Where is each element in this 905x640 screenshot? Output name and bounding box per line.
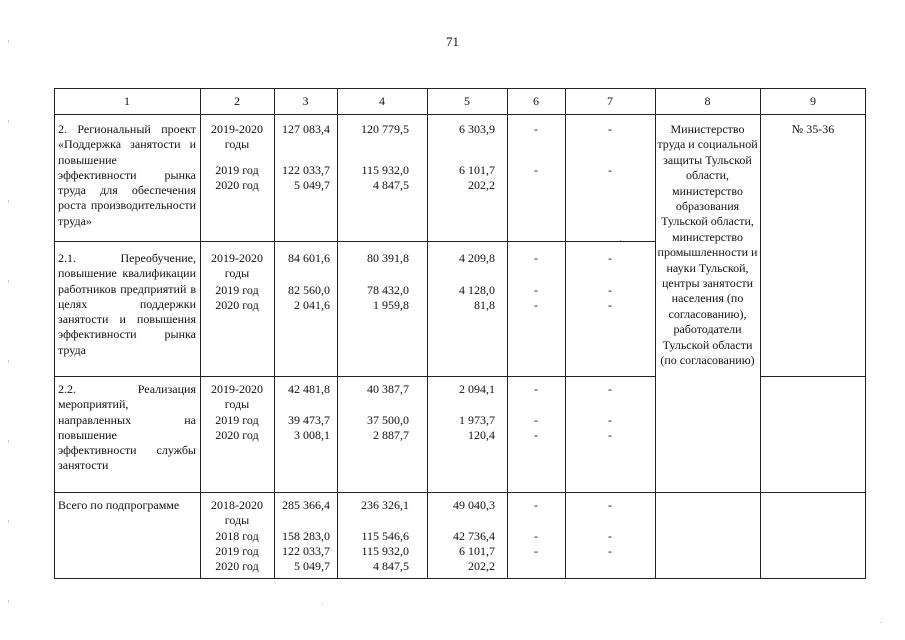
row1-c6-2019: - (534, 163, 538, 177)
row1-c4-2019: 115 932,0 (361, 163, 409, 177)
row1-year-2019: 2019 год (215, 163, 259, 177)
row4-c4-2019: 115 932,0 (361, 544, 409, 558)
row4-c5-total: 49 040,3 (453, 498, 495, 512)
row3-c5-total: 2 094,1 (459, 382, 495, 396)
row2-c6-total: - (534, 251, 538, 265)
row1-c7-total: - (608, 122, 612, 136)
row3-c5-2019: 1 973,7 (459, 413, 495, 427)
margin-mark (8, 120, 9, 123)
margin-mark (8, 40, 9, 43)
row4-c7-total: - (608, 498, 612, 512)
row1-years-total: 2019-2020 годы (211, 122, 263, 152)
row4-year-2020: 2020 год (215, 559, 259, 573)
row3-c3-total: 42 481,8 (288, 382, 330, 396)
row2-c7-2020: - (608, 298, 612, 312)
row3-c7-total: - (608, 382, 612, 396)
margin-mark (8, 440, 9, 443)
row4-c7-2018: - (608, 529, 612, 543)
header-col-6: 6 (533, 94, 539, 108)
row2-c3-2019: 82 560,0 (288, 283, 330, 297)
row2-c5-total: 4 209,8 (459, 251, 495, 265)
row3-name: 2.2. Реализация мероприятий, направленных на повышение эффективности службы занятости (58, 382, 196, 473)
row3-c3-2020: 3 008,1 (294, 428, 330, 442)
program-table (54, 88, 866, 579)
header-col-5: 5 (464, 94, 470, 108)
row2-years-total: 2019-2020 годы (211, 251, 263, 281)
row2-c7-2019: - (608, 283, 612, 297)
row3-c6-2019: - (534, 413, 538, 427)
header-col-9: 9 (810, 94, 816, 108)
row3-c6-2020: - (534, 428, 538, 442)
row4-c6-2019: - (534, 544, 538, 558)
row2-c4-2020: 1 959,8 (373, 298, 409, 312)
margin-mark (8, 600, 9, 603)
row4-c4-total: 236 326,1 (361, 498, 409, 512)
margin-mark (8, 200, 9, 203)
scan-mark (620, 240, 621, 241)
row2-year-2019: 2019 год (215, 283, 259, 297)
row4-c3-total: 285 366,4 (282, 498, 330, 512)
row4-year-2019: 2019 год (215, 544, 259, 558)
row4-year-2018: 2018 год (215, 529, 259, 543)
header-col-1: 1 (124, 94, 130, 108)
row3-c6-total: - (534, 382, 538, 396)
row4-name: Всего по подпрограмме (58, 498, 180, 512)
indicator-ref: № 35-36 (791, 122, 835, 136)
margin-mark (8, 280, 9, 283)
row3-c4-2020: 2 887,7 (373, 428, 409, 442)
row4-c3-2018: 158 283,0 (282, 529, 330, 543)
row4-years-total: 2018-2020 годы (211, 498, 263, 528)
row3-c7-2019: - (608, 413, 612, 427)
row4-c3-2019: 122 033,7 (282, 544, 330, 558)
scan-mark (322, 603, 323, 604)
row3-c4-2019: 37 500,0 (367, 413, 409, 427)
row2-c3-2020: 2 041,6 (294, 298, 330, 312)
row4-c5-2018: 42 736,4 (453, 529, 495, 543)
row4-c6-2018: - (534, 529, 538, 543)
row1-c4-total: 120 779,5 (361, 122, 409, 136)
row1-c5-2019: 6 101,7 (459, 163, 495, 177)
row1-name: 2. Региональный проект «Поддержка занятости и повышение эффективности рынка труда для обеспечения роста производительности труда» (58, 122, 196, 228)
row3-year-2019: 2019 год (215, 413, 259, 427)
header-col-3: 3 (302, 94, 309, 108)
margin-mark (8, 520, 9, 523)
row3-years-total: 2019-2020 годы (211, 382, 263, 412)
header-col-2: 2 (234, 94, 240, 108)
row1-c3-2020: 5 049,7 (294, 178, 330, 192)
row3-c4-total: 40 387,7 (367, 382, 409, 396)
row1-c3-total: 127 083,4 (282, 122, 330, 136)
row1-c7-2019: - (608, 163, 612, 177)
row3-c3-2019: 39 473,7 (288, 413, 330, 427)
margin-mark (8, 360, 9, 363)
row2-c7-total: - (608, 251, 612, 265)
row3-c5-2020: 120,4 (468, 428, 495, 442)
header-col-4: 4 (379, 94, 385, 108)
row1-c5-2020: 202,2 (468, 178, 495, 192)
page-number: 71 (446, 34, 459, 49)
row2-c3-total: 84 601,6 (288, 251, 330, 265)
row2-c5-2020: 81,8 (474, 298, 495, 312)
scan-mark (880, 622, 881, 623)
row4-c6-total: - (534, 498, 538, 512)
row1-c5-total: 6 303,9 (459, 122, 495, 136)
row2-name: 2.1. Переобучение, повышение квалификации работников предприятий в целях поддержки занятости и повышения эффективности рынка труда (58, 251, 196, 357)
row1-c3-2019: 122 033,7 (282, 163, 330, 177)
row4-c5-2019: 6 101,7 (459, 544, 495, 558)
row4-c7-2019: - (608, 544, 612, 558)
row4-c4-2018: 115 546,6 (361, 529, 409, 543)
row4-c5-2020: 202,2 (468, 559, 495, 573)
row3-year-2020: 2020 год (215, 428, 259, 442)
row1-c6-total: - (534, 122, 538, 136)
row3-c7-2020: - (608, 428, 612, 442)
row4-c3-2020: 5 049,7 (294, 559, 330, 573)
executors: Министерство труда и социальной защиты Тульской области, министерство образования Тульской области, министерство промышленности и науки Тульской, центры занятости населения (по согласованию), работодатели Тульской области (по согласованию) (657, 122, 758, 368)
row2-c4-total: 80 391,8 (367, 251, 409, 265)
header-col-7: 7 (607, 94, 613, 108)
row2-c6-2020: - (534, 298, 538, 312)
row2-c4-2019: 78 432,0 (367, 283, 409, 297)
row1-c4-2020: 4 847,5 (373, 178, 409, 192)
row2-c6-2019: - (534, 283, 538, 297)
row4-c4-2020: 4 847,5 (373, 559, 409, 573)
header-col-8: 8 (704, 94, 711, 108)
row2-c5-2019: 4 128,0 (459, 283, 495, 297)
row1-year-2020: 2020 год (215, 178, 259, 192)
row2-year-2020: 2020 год (215, 298, 259, 312)
